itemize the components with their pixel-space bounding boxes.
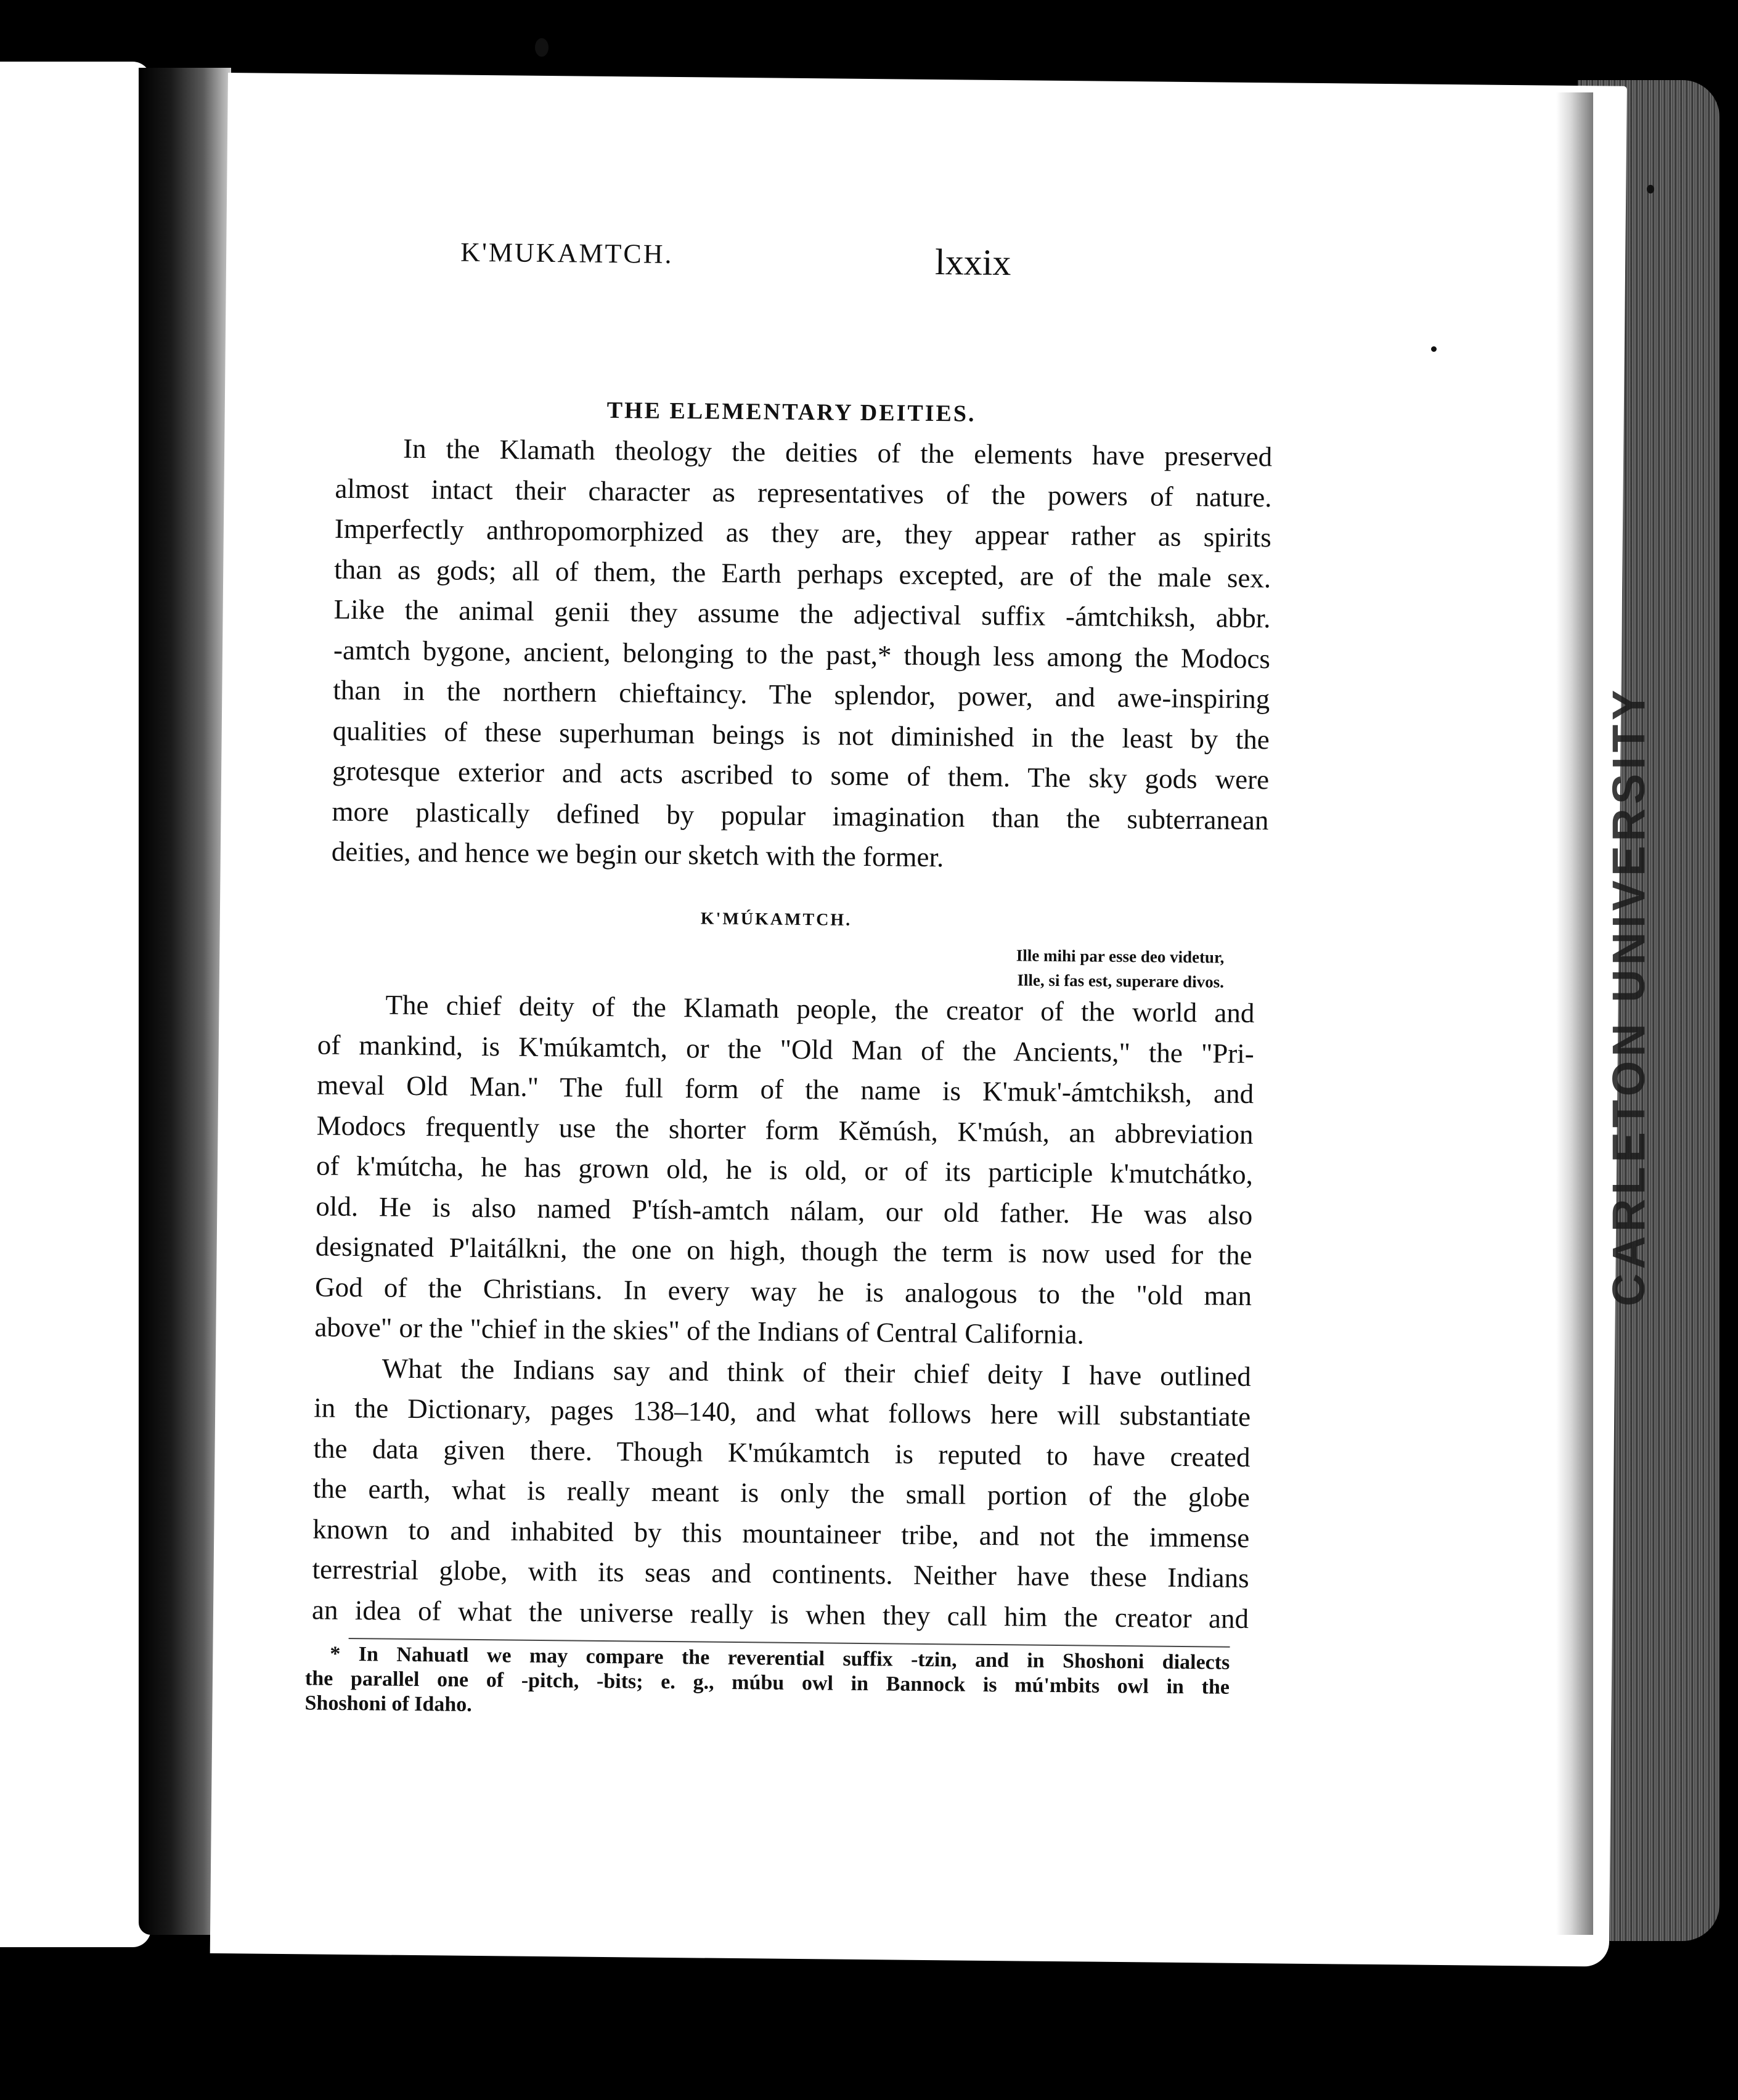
text-line: the earth, what is really meant is only the small portion of the globe (312, 1473, 1250, 1513)
footnote-line: * In Nahuatl we may compare the reverential suffix -tzin, and in Shoshoni dialects (330, 1642, 1230, 1674)
running-title: K'MUKAMTCH. (460, 237, 674, 269)
text-line: more plastically defined by popular imagination than the subterranean (332, 796, 1269, 836)
epigraph-line: Ille mihi par esse deo videtur, (1016, 946, 1225, 967)
text-line: What the Indians say and think of their chief deity I have outlined (381, 1352, 1252, 1392)
text-line: terrestrial globe, with its seas and continents. Neither have these Indians (312, 1553, 1249, 1594)
text-line: designated P'laitálkni, the one on high, though the term is now used for the (315, 1231, 1252, 1271)
paragraph-elementary-deities (332, 428, 1273, 881)
text-line: deities, and hence we begin our sketch with the former. (331, 836, 944, 873)
section-title: THE ELEMENTARY DEITIES. (606, 397, 976, 427)
text-line: God of the Christians. In every way he is analogous to the "old man (314, 1271, 1252, 1311)
scan-speck (1431, 346, 1437, 352)
text-line: -amtch bygone, ancient, belonging to the past,* though less among the Modocs (333, 634, 1271, 674)
text-line: Like the animal genii they assume the adjectival suffix -ámtchiksh, abbr. (333, 593, 1271, 634)
text-line: Imperfectly anthropomorphized as they are, they appear rather as spirits (334, 513, 1272, 553)
epigraph-line: Ille, si fas est, superare divos. (1017, 971, 1225, 991)
text-line: In the Klamath theology the deities of the elements have preserved (402, 433, 1273, 473)
text-line: than in the northern chieftaincy. The splendor, power, and awe-inspiring (333, 674, 1270, 715)
text-line: qualities of these superhuman beings is not diminished in the least by the (332, 715, 1270, 755)
book-page (210, 73, 1627, 1967)
scan-speck (535, 38, 549, 57)
text-line: known to and inhabited by this mountaineer tribe, and not the immense (312, 1513, 1250, 1553)
text-line: in the Dictionary, pages 138–140, and what follows here will substantiate (313, 1392, 1251, 1433)
text-line: an idea of what the universe really is when they call him the creator and (311, 1593, 1249, 1634)
footnote-line: the parallel one of -pitch, -bits; e. g., múbu owl in Bannock is mú'mbits owl in the (304, 1667, 1230, 1699)
text-line: grotesque exterior and acts ascribed to some of them. The sky gods were (332, 755, 1270, 796)
text-line: than as gods; all of them, the Earth perhaps excepted, are of the male sex. (334, 553, 1271, 593)
text-line: meval Old Man." The full form of the name is K'muk'-ámtchiksh, and (317, 1069, 1254, 1110)
text-line: above" or the "chief in the skies" of the Indians of Central California. (314, 1311, 1085, 1350)
facing-page (0, 62, 151, 1947)
text-line: old. He is also named P'tísh-amtch nálam, our old father. He was also (316, 1190, 1253, 1231)
scan-speck (1647, 185, 1654, 193)
text-line: of k'mútcha, he has grown old, he is old, or of its participle k'mutchátko, (316, 1150, 1254, 1190)
library-stamp: CARLETON UNIVERSITY (1603, 685, 1654, 1306)
page-edges (1556, 92, 1593, 1935)
text-line: almost intact their character as representatives of the powers of nature. (335, 473, 1272, 513)
text-line: The chief deity of the Klamath people, the creator of the world and (385, 989, 1255, 1029)
epigraph (940, 942, 1225, 994)
footnote-line: Shoshoni of Idaho. (304, 1691, 472, 1716)
page-number: lxxix (934, 242, 1011, 283)
subsection-title: K'MÚKAMTCH. (700, 909, 852, 930)
text-line: Modocs frequently use the shorter form Kĕmúsh, K'músh, an abbreviation (316, 1109, 1254, 1150)
text-line: the data given there. Though K'múkamtch is reputed to have created (313, 1432, 1250, 1473)
text-line: of mankind, is K'múkamtch, or the "Old Man of the Ancients," the "Pri- (317, 1028, 1255, 1069)
footnote (304, 1642, 1230, 1724)
paragraph-kmukamtch (312, 984, 1255, 1639)
